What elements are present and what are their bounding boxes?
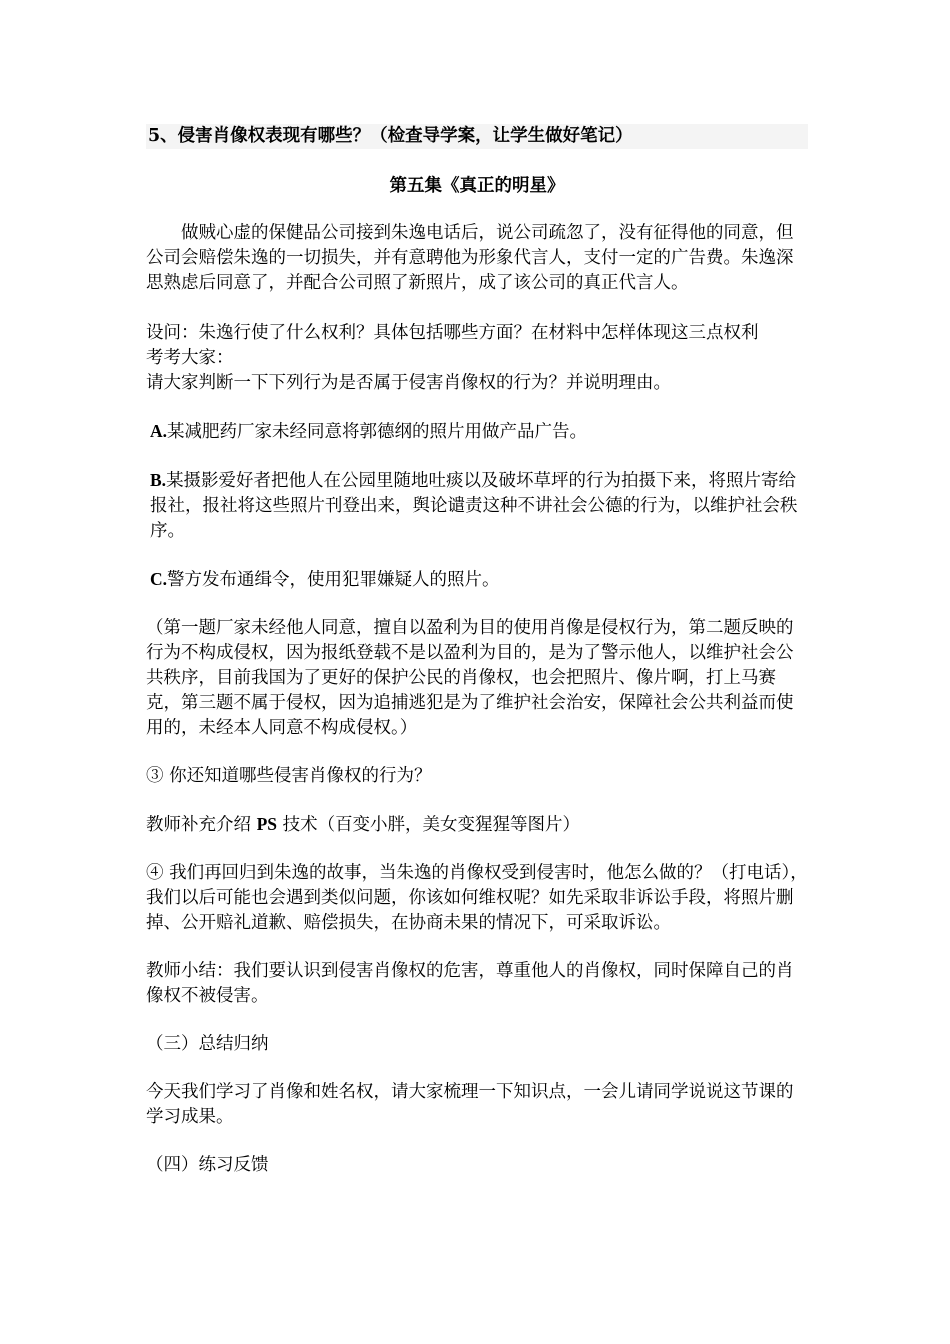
option-b-text: 某摄影爱好者把他人在公园里随地吐痰以及破坏草坪的行为拍摄下来，将照片寄给报社，报社将这些照片刊登出来，舆论谴责这种不讲社会公德的行为，以维护社会秩序。 — [150, 471, 798, 541]
episode-title: 第五集《真正的明星》 — [389, 176, 565, 196]
teacher-ps-ps: PS — [256, 814, 277, 834]
option-b — [146, 468, 808, 544]
question-5: 5、侵害肖像权表现有哪些？（检查导学案，让学生做好笔记） — [146, 124, 808, 149]
question-line-3: 请大家判断一下下列行为是否属于侵害肖像权的行为？并说明理由。 — [146, 373, 671, 393]
teacher-ps-after: 技术（百变小胖，美女变猩猩等图片） — [277, 815, 581, 835]
document-body — [146, 124, 808, 1178]
teacher-ps-before: 教师补充介绍 — [146, 815, 257, 835]
answer-paragraph: （第一题厂家未经他人同意，擅自以盈利为目的使用肖像是侵权行为，第二题反映的行为不构成侵权，因为报纸登载不是以盈利为目的，是为了警示他人，以维护社会公共秩序，目前我国为了更好的保护公民的肖像权，也会把照片、像片啊，打上马赛克，第三题不属于侵权，因为追捕逃犯是为了维护社会治安，保障社会公共利益而使用的，未经本人同意不构成侵权。） — [146, 618, 794, 738]
option-c — [146, 567, 808, 593]
section-3-text: 今天我们学习了肖像和姓名权，请大家梳理一下知识点，一会儿请同学说说这节课的学习成果。 — [146, 1082, 794, 1127]
teacher-ps-note — [146, 812, 808, 838]
option-a-text: 某减肥药厂家未经同意将郭德纲的照片用做产品广告。 — [167, 422, 588, 442]
option-b-letter: B. — [150, 470, 167, 490]
question-line-2: 考考大家： — [146, 348, 234, 368]
option-c-text: 警方发布通缉令，使用犯罪嫌疑人的照片。 — [167, 570, 500, 590]
question-3: ③ 你还知道哪些侵害肖像权的行为？ — [146, 766, 432, 786]
teacher-summary: 教师小结：我们要认识到侵害肖像权的危害，尊重他人的肖像权，同时保障自己的肖像权不被侵害。 — [146, 961, 794, 1006]
question-4: ④ 我们再回归到朱逸的故事，当朱逸的肖像权受到侵害时，他怎么做的？（打电话），我们以后可能也会遇到类似问题，你该如何维权呢？如先采取非诉讼手段，将照片删掉、公开赔礼道歉、赔偿损失，在协商未果的情况下，可采取诉讼。 — [146, 863, 808, 933]
section-3-heading: （三）总结归纳 — [146, 1034, 269, 1054]
option-a — [146, 419, 808, 445]
option-c-letter: C. — [150, 569, 168, 589]
option-a-letter: A. — [150, 421, 168, 441]
section-4-heading: （四）练习反馈 — [146, 1155, 269, 1175]
story-paragraph: 做贼心虚的保健品公司接到朱逸电话后，说公司疏忽了，没有征得他的同意，但公司会赔偿朱逸的一切损失，并有意聘他为形象代言人，支付一定的广告费。朱逸深思熟虑后同意了，并配合公司照了新照片，成了该公司的真正代言人。 — [146, 223, 794, 293]
question-line-1: 设问：朱逸行使了什么权利？具体包括哪些方面？在材料中怎样体现这三点权利 — [146, 323, 759, 343]
